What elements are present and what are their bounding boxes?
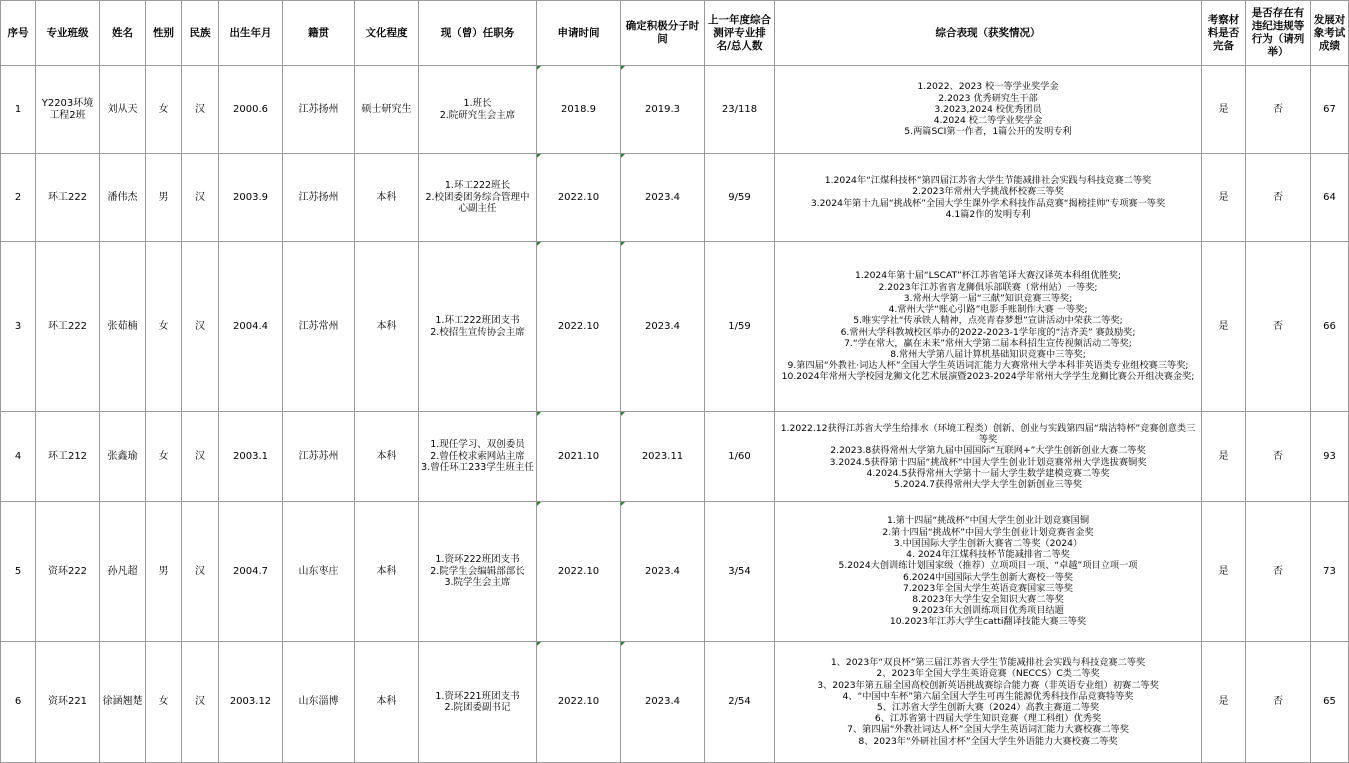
education-cell-text: 本科 (376, 565, 397, 577)
name-cell-text: 徐涵翘楚 (102, 696, 143, 708)
header-ethnic: 民族 (182, 1, 219, 66)
origin-cell-text: 江苏苏州 (298, 450, 339, 462)
apply-time-cell[interactable] (537, 502, 621, 642)
gender-cell-text: 男 (158, 565, 169, 577)
score-cell[interactable] (1311, 154, 1349, 242)
table-row (1, 154, 1349, 242)
row-number-text: 1 (14, 103, 22, 115)
class-cell-text: Y2203环境工程2班 (41, 98, 94, 121)
award-item: 2、2023年全国大学生英语竞赛（NECCS）C类二等奖 (876, 668, 1100, 680)
birth-cell-text: 2003.1 (233, 450, 268, 462)
education-cell-text: 硕士研究生 (361, 103, 412, 115)
duties-cell[interactable] (419, 66, 537, 154)
origin-cell-text: 江苏扬州 (298, 103, 339, 115)
origin-cell[interactable] (283, 502, 355, 642)
ethnic-cell[interactable] (182, 502, 219, 642)
duty-item: 3.院学生会主席 (444, 577, 511, 589)
header-education: 文化程度 (355, 1, 419, 66)
header-score: 发展对象考试成绩 (1311, 1, 1349, 66)
origin-cell[interactable] (283, 66, 355, 154)
row-number[interactable] (1, 66, 36, 154)
apply-time-cell-text: 2022.10 (557, 565, 600, 577)
award-item: 4、“中国中车杯”第六届全国大学生可再生能源优秀科技作品竞赛特等奖 (842, 690, 1134, 702)
duties-cell-list (421, 315, 534, 338)
complete-cell-text: 是 (1218, 103, 1229, 115)
activist-time-cell[interactable] (621, 66, 705, 154)
award-item: 8.2023年大学生安全知识大赛二等奖 (912, 593, 1064, 605)
award-item: 2.2023年江苏省省龙狮俱乐部联赛（常州站）一等奖; (878, 281, 1098, 293)
header-activist-time: 确定积极分子时间 (621, 1, 705, 66)
award-item: 2.2023年常州大学挑战杯校赛三等奖 (912, 186, 1064, 198)
awards-cell-list (777, 515, 1199, 627)
class-cell-text: 环工222 (47, 191, 88, 203)
duties-cell[interactable] (419, 154, 537, 242)
score-cell-text: 66 (1323, 320, 1336, 332)
birth-cell[interactable] (219, 242, 283, 412)
awards-cell-list (777, 423, 1199, 490)
ethnic-cell-text: 汉 (195, 565, 205, 577)
apply-time-cell[interactable] (537, 412, 621, 502)
birth-cell-text: 2004.7 (233, 565, 268, 577)
complete-cell-text: 是 (1218, 320, 1229, 332)
award-item: 5.2024大创训练计划国家级（推荐）立项项目一项、“卓越”项目立项一项 (838, 560, 1138, 572)
complete-cell-text: 是 (1218, 565, 1229, 577)
gender-cell-text: 女 (158, 696, 169, 708)
birth-cell-text: 2004.4 (233, 320, 268, 332)
ethnic-cell-text: 汉 (195, 191, 205, 203)
gender-cell-text: 女 (158, 103, 169, 115)
header-origin: 籍贯 (283, 1, 355, 66)
activist-time-cell-text: 2023.4 (645, 696, 680, 708)
award-item: 3.常州大学第一届“三献”知识竞赛三等奖; (903, 292, 1073, 304)
birth-cell-text: 2003.9 (233, 191, 268, 203)
award-item: 5.两篇SCI第一作者，1篇公开的发明专利 (904, 126, 1072, 138)
origin-cell[interactable] (283, 642, 355, 763)
duty-item: 1.资环221班团支书 (435, 690, 520, 702)
class-cell[interactable] (36, 642, 100, 763)
duty-item: 1.班长 (463, 98, 492, 109)
activist-time-cell-text: 2023.4 (645, 320, 680, 332)
birth-cell[interactable] (219, 154, 283, 242)
table-body (1, 66, 1349, 763)
complete-cell-text: 是 (1218, 191, 1229, 203)
activist-time-cell[interactable] (621, 642, 705, 763)
header-gender: 性别 (146, 1, 182, 66)
apply-time-cell[interactable] (537, 66, 621, 154)
award-item: 5.唯实学社“传承铁人精神，点亮青春梦想”宣讲活动中荣获二等奖; (853, 315, 1123, 327)
award-item: 3.2024年第十九届“挑战杯”全国大学生课外学术科技作品竞赛“揭榜挂帅”专项赛一等奖 (810, 197, 1166, 209)
row-number[interactable] (1, 412, 36, 502)
header-class: 专业班级 (36, 1, 100, 66)
award-item: 3.中国国际大学生创新大赛省二等奖（2024） (893, 537, 1083, 549)
apply-time-cell-text: 2022.10 (557, 320, 600, 332)
row-number-text: 5 (14, 565, 22, 577)
education-cell-text: 本科 (376, 320, 397, 332)
row-number-text: 3 (14, 320, 22, 332)
duties-cell[interactable] (419, 412, 537, 502)
award-item: 6、江苏省第十四届大学生知识竞赛（理工科组）优秀奖 (874, 713, 1102, 725)
origin-cell[interactable] (283, 242, 355, 412)
gender-cell[interactable] (146, 154, 182, 242)
header-row (1, 1, 1349, 66)
complete-cell[interactable] (1202, 642, 1246, 763)
row-number[interactable] (1, 242, 36, 412)
duty-item: 1.资环222班团支书 (435, 554, 520, 566)
apply-time-cell-text: 2021.10 (557, 450, 600, 462)
education-cell[interactable] (355, 242, 419, 412)
award-item: 1.2024年第十届“LSCAT”杯江苏省笔译大赛汉译英本科组优胜奖; (854, 270, 1122, 282)
awards-cell[interactable] (775, 642, 1202, 763)
award-item: 4.2024.5获得常州大学第十一届大学生数学建模竞赛二等奖 (866, 467, 1110, 479)
table-row (1, 412, 1349, 502)
ethnic-cell-text: 汉 (195, 103, 205, 115)
award-item: 7.“学在常大，赢在未来”常州大学第二届本科招生宣传视频活动二等奖; (844, 337, 1132, 349)
class-cell-text: 资环222 (47, 565, 88, 577)
violation-cell-text: 否 (1273, 191, 1283, 203)
score-cell[interactable] (1311, 66, 1349, 154)
award-item: 3、2023年第五届全国高校创新英语挑战赛综合能力赛（非英语专业组）初赛二等奖 (817, 679, 1159, 691)
apply-time-cell-text: 2022.10 (557, 191, 600, 203)
name-cell-text: 张鑫瑜 (107, 450, 138, 462)
duties-cell-list (421, 180, 534, 215)
score-cell-text: 64 (1323, 191, 1336, 203)
complete-cell[interactable] (1202, 154, 1246, 242)
award-item: 5、江苏省大学生创新大赛（2024）高教主赛道二等奖 (876, 702, 1100, 713)
origin-cell[interactable] (283, 412, 355, 502)
violation-cell[interactable] (1246, 502, 1311, 642)
duties-cell[interactable] (419, 502, 537, 642)
class-cell[interactable] (36, 412, 100, 502)
ethnic-cell[interactable] (182, 412, 219, 502)
table-row (1, 502, 1349, 642)
apply-time-cell[interactable] (537, 642, 621, 763)
class-cell[interactable] (36, 242, 100, 412)
duties-cell[interactable] (419, 242, 537, 412)
birth-cell[interactable] (219, 502, 283, 642)
violation-cell-text: 否 (1273, 103, 1283, 115)
row-number[interactable] (1, 642, 36, 763)
row-number-text: 4 (14, 450, 22, 462)
violation-cell-text: 否 (1273, 450, 1283, 462)
complete-cell[interactable] (1202, 66, 1246, 154)
apply-time-cell-text: 2018.9 (561, 103, 596, 115)
ethnic-cell-text: 汉 (195, 696, 205, 708)
ethnic-cell[interactable] (182, 66, 219, 154)
awards-cell-list (777, 81, 1199, 137)
award-item: 4.常州大学“账心引路”电影手账制作大赛 一等奖; (888, 304, 1088, 316)
awards-cell[interactable] (775, 66, 1202, 154)
table-row (1, 242, 1349, 412)
education-cell[interactable] (355, 154, 419, 242)
awards-cell-list (777, 175, 1199, 220)
gender-cell[interactable] (146, 502, 182, 642)
class-cell[interactable] (36, 66, 100, 154)
row-number-text: 6 (14, 696, 22, 708)
complete-cell-text: 是 (1218, 696, 1229, 708)
award-item: 2.2023.8获得常州大学第九届中国国际“互联网+”大学生创新创业大赛二等奖 (830, 445, 1146, 457)
award-item: 7.2023年全国大学生英语竞赛国家三等奖 (903, 582, 1073, 594)
award-item: 9.2023年大创训练项目优秀项目结题 (912, 605, 1064, 617)
birth-cell-text: 2000.6 (233, 103, 268, 115)
origin-cell-text: 山东淄博 (298, 696, 339, 708)
class-cell[interactable] (36, 154, 100, 242)
name-cell[interactable] (100, 154, 146, 242)
violation-cell[interactable] (1246, 642, 1311, 763)
header-no: 序号 (1, 1, 36, 66)
duties-cell-list (421, 691, 534, 714)
education-cell-text: 本科 (376, 191, 397, 203)
ethnic-cell[interactable] (182, 642, 219, 763)
education-cell[interactable] (355, 412, 419, 502)
duties-cell-list (421, 98, 534, 121)
education-cell[interactable] (355, 642, 419, 763)
rank-cell[interactable] (705, 412, 775, 502)
gender-cell-text: 女 (158, 320, 169, 332)
origin-cell[interactable] (283, 154, 355, 242)
gender-cell[interactable] (146, 66, 182, 154)
score-cell-text: 73 (1323, 565, 1336, 577)
complete-cell[interactable] (1202, 502, 1246, 642)
duty-item: 1.现任学习、双创委员 (430, 439, 525, 451)
score-cell[interactable] (1311, 412, 1349, 502)
complete-cell-text: 是 (1218, 450, 1229, 462)
name-cell-text: 刘从天 (107, 103, 138, 115)
violation-cell-text: 否 (1273, 696, 1283, 708)
duty-item: 3.曾任环工233学生班主任 (421, 462, 534, 474)
gender-cell[interactable] (146, 642, 182, 763)
gender-cell-text: 女 (158, 450, 169, 462)
award-item: 8、2023年“外研社国才杯”全国大学生外语能力大赛校赛二等奖 (858, 735, 1118, 747)
apply-time-cell[interactable] (537, 242, 621, 412)
name-cell[interactable] (100, 502, 146, 642)
birth-cell[interactable] (219, 412, 283, 502)
origin-cell-text: 江苏扬州 (298, 191, 339, 203)
activist-time-cell-text: 2023.4 (645, 191, 680, 203)
score-cell[interactable] (1311, 502, 1349, 642)
award-item: 4.2024 校二等学业奖学金 (933, 115, 1043, 127)
apply-time-cell-text: 2022.10 (557, 696, 600, 708)
row-number[interactable] (1, 154, 36, 242)
row-number-text: 2 (14, 191, 22, 203)
birth-cell-text: 2003.12 (229, 696, 272, 708)
rank-cell-text: 23/118 (721, 103, 758, 115)
violation-cell-text: 否 (1273, 320, 1283, 332)
award-item: 1.2022.12获得江苏省大学生给排水（环境工程类）创新、创业与实践第四届“瑞洁特杯”竞赛创意类三等奖 (780, 422, 1196, 446)
award-item: 1.2022、2023 校一等学业奖学金 (917, 81, 1059, 93)
award-item: 1.第十四届“挑战杯”中国大学生创业计划竞赛国铜 (886, 515, 1090, 527)
complete-cell[interactable] (1202, 412, 1246, 502)
education-cell-text: 本科 (376, 450, 397, 462)
table-row (1, 642, 1349, 763)
origin-cell-text: 江苏常州 (298, 320, 339, 332)
duties-cell-list (421, 439, 534, 474)
birth-cell[interactable] (219, 642, 283, 763)
award-item: 5.2024.7获得常州大学大学生创新创业三等奖 (894, 478, 1082, 490)
class-cell-text: 资环221 (47, 696, 88, 708)
class-cell-text: 环工222 (47, 320, 88, 332)
duty-item: 2.校招生宣传协会主席 (430, 326, 525, 338)
violation-cell[interactable] (1246, 242, 1311, 412)
activist-time-cell-text: 2019.3 (645, 103, 680, 115)
duties-cell[interactable] (419, 642, 537, 763)
duty-item: 2.校团委团务综合管理中心副主任 (425, 191, 530, 215)
header-name: 姓名 (100, 1, 146, 66)
duty-item: 2.院学生会编辑部部长 (430, 565, 525, 577)
rank-cell-text: 3/54 (728, 565, 751, 577)
rank-cell[interactable] (705, 242, 775, 412)
header-apply-time: 申请时间 (537, 1, 621, 66)
score-cell-text: 67 (1323, 103, 1336, 115)
award-item: 6.常州大学科教城校区举办的2022-2023-1学年度的“洁齐美” 赛鼓励奖; (840, 326, 1136, 338)
rank-cell-text: 1/59 (728, 320, 751, 332)
award-item: 3.2023,2024 校优秀团员 (934, 103, 1042, 115)
award-item: 4.1篇2作的发明专利 (945, 208, 1031, 220)
activist-time-cell[interactable] (621, 242, 705, 412)
ethnic-cell-text: 汉 (195, 450, 205, 462)
class-cell-text: 环工212 (47, 450, 88, 462)
violation-cell[interactable] (1246, 66, 1311, 154)
row-number[interactable] (1, 502, 36, 642)
award-item: 1.2024年“江煤科技杯”第四届江苏省大学生节能减排社会实践与科技竞赛二等奖 (824, 175, 1152, 187)
name-cell-text: 潘伟杰 (107, 191, 138, 203)
apply-time-cell[interactable] (537, 154, 621, 242)
education-cell-text: 本科 (376, 696, 397, 708)
duty-item: 2.曾任校求索网站主席 (430, 450, 525, 462)
activist-time-cell-text: 2023.11 (641, 450, 684, 462)
header-birth: 出生年月 (219, 1, 283, 66)
score-cell[interactable] (1311, 242, 1349, 412)
awards-cell[interactable] (775, 502, 1202, 642)
activist-time-cell[interactable] (621, 412, 705, 502)
duty-item: 1.环工222班团支书 (435, 315, 520, 326)
violation-cell[interactable] (1246, 412, 1311, 502)
duty-item: 1.环工222班长 (444, 180, 511, 192)
award-item: 6.2024中国国际大学生创新大赛校一等奖 (903, 571, 1073, 583)
origin-cell-text: 山东枣庄 (298, 565, 339, 577)
header-duties: 现（曾）任职务 (419, 1, 537, 66)
name-cell[interactable] (100, 66, 146, 154)
rank-cell-text: 1/60 (728, 450, 751, 462)
award-item: 3.2024.5获得第十四届“挑战杯”中国大学生创业计划竞赛常州大学选拔赛铜奖 (829, 456, 1147, 468)
name-cell[interactable] (100, 242, 146, 412)
name-cell-text: 张茹楠 (107, 320, 138, 332)
awards-cell-list (777, 270, 1199, 382)
gender-cell[interactable] (146, 412, 182, 502)
table-row (1, 66, 1349, 154)
awards-cell-list (777, 657, 1199, 747)
award-item: 9.第四届“外教社·词达人杯”全国大学生英语词汇能力大赛常州大学本科非英语类专业组校赛三等奖; (787, 360, 1189, 372)
activist-time-cell[interactable] (621, 154, 705, 242)
rank-cell[interactable] (705, 502, 775, 642)
score-cell-text: 65 (1323, 696, 1336, 708)
duty-item: 2.院研究生会主席 (439, 109, 516, 121)
rank-cell[interactable] (705, 642, 775, 763)
award-item: 10.2023年江苏大学生catti翻译技能大赛三等奖 (889, 616, 1087, 628)
award-item: 4. 2024年江煤科技杯节能减排省二等奖 (906, 549, 1070, 561)
header-rank: 上一年度综合测评专业排名/总人数 (705, 1, 775, 66)
award-item: 8.常州大学第八届计算机基础知识竞赛中三等奖; (890, 348, 1086, 360)
violation-cell-text: 否 (1273, 565, 1283, 577)
education-cell[interactable] (355, 66, 419, 154)
rank-cell[interactable] (705, 66, 775, 154)
class-cell[interactable] (36, 502, 100, 642)
name-cell[interactable] (100, 412, 146, 502)
rank-cell-text: 9/59 (728, 191, 751, 203)
award-item: 2.2023 优秀研究生干部 (938, 92, 1038, 104)
ethnic-cell-text: 汉 (195, 320, 205, 332)
header-awards: 综合表现（获奖情况） (775, 1, 1202, 66)
award-item: 10.2024年常州大学校园龙狮文化艺术展演暨2023-2024学年常州大学学生龙狮比赛公开组决赛金奖; (781, 371, 1195, 383)
activist-time-cell-text: 2023.4 (645, 565, 680, 577)
birth-cell[interactable] (219, 66, 283, 154)
rank-cell-text: 2/54 (728, 696, 751, 708)
name-cell[interactable] (100, 642, 146, 763)
rank-cell[interactable] (705, 154, 775, 242)
duty-item: 2.院团委副书记 (444, 702, 511, 713)
violation-cell[interactable] (1246, 154, 1311, 242)
duties-cell-list (421, 554, 534, 589)
awards-cell[interactable] (775, 242, 1202, 412)
award-item: 1、2023年“双良杯”第三届江苏省大学生节能减排社会实践与科技竞赛二等奖 (830, 657, 1146, 669)
name-cell-text: 孙凡超 (107, 565, 138, 577)
gender-cell-text: 男 (158, 191, 169, 203)
ethnic-cell[interactable] (182, 154, 219, 242)
complete-cell[interactable] (1202, 242, 1246, 412)
awards-cell[interactable] (775, 154, 1202, 242)
score-cell-text: 93 (1323, 450, 1336, 462)
header-violation: 是否存在有违纪违规等行为（请列举） (1246, 1, 1311, 66)
awards-cell[interactable] (775, 412, 1202, 502)
ethnic-cell[interactable] (182, 242, 219, 412)
activist-time-cell[interactable] (621, 502, 705, 642)
score-cell[interactable] (1311, 642, 1349, 763)
award-item: 7、第四届“外教社词达人杯”全国大学生英语词汇能力大赛校赛二等奖 (847, 724, 1129, 736)
education-cell[interactable] (355, 502, 419, 642)
gender-cell[interactable] (146, 242, 182, 412)
header-complete: 考察材料是否完备 (1202, 1, 1246, 66)
award-item: 2.第十四届“挑战杯”中国大学生创业计划竞赛省金奖 (882, 526, 1094, 538)
